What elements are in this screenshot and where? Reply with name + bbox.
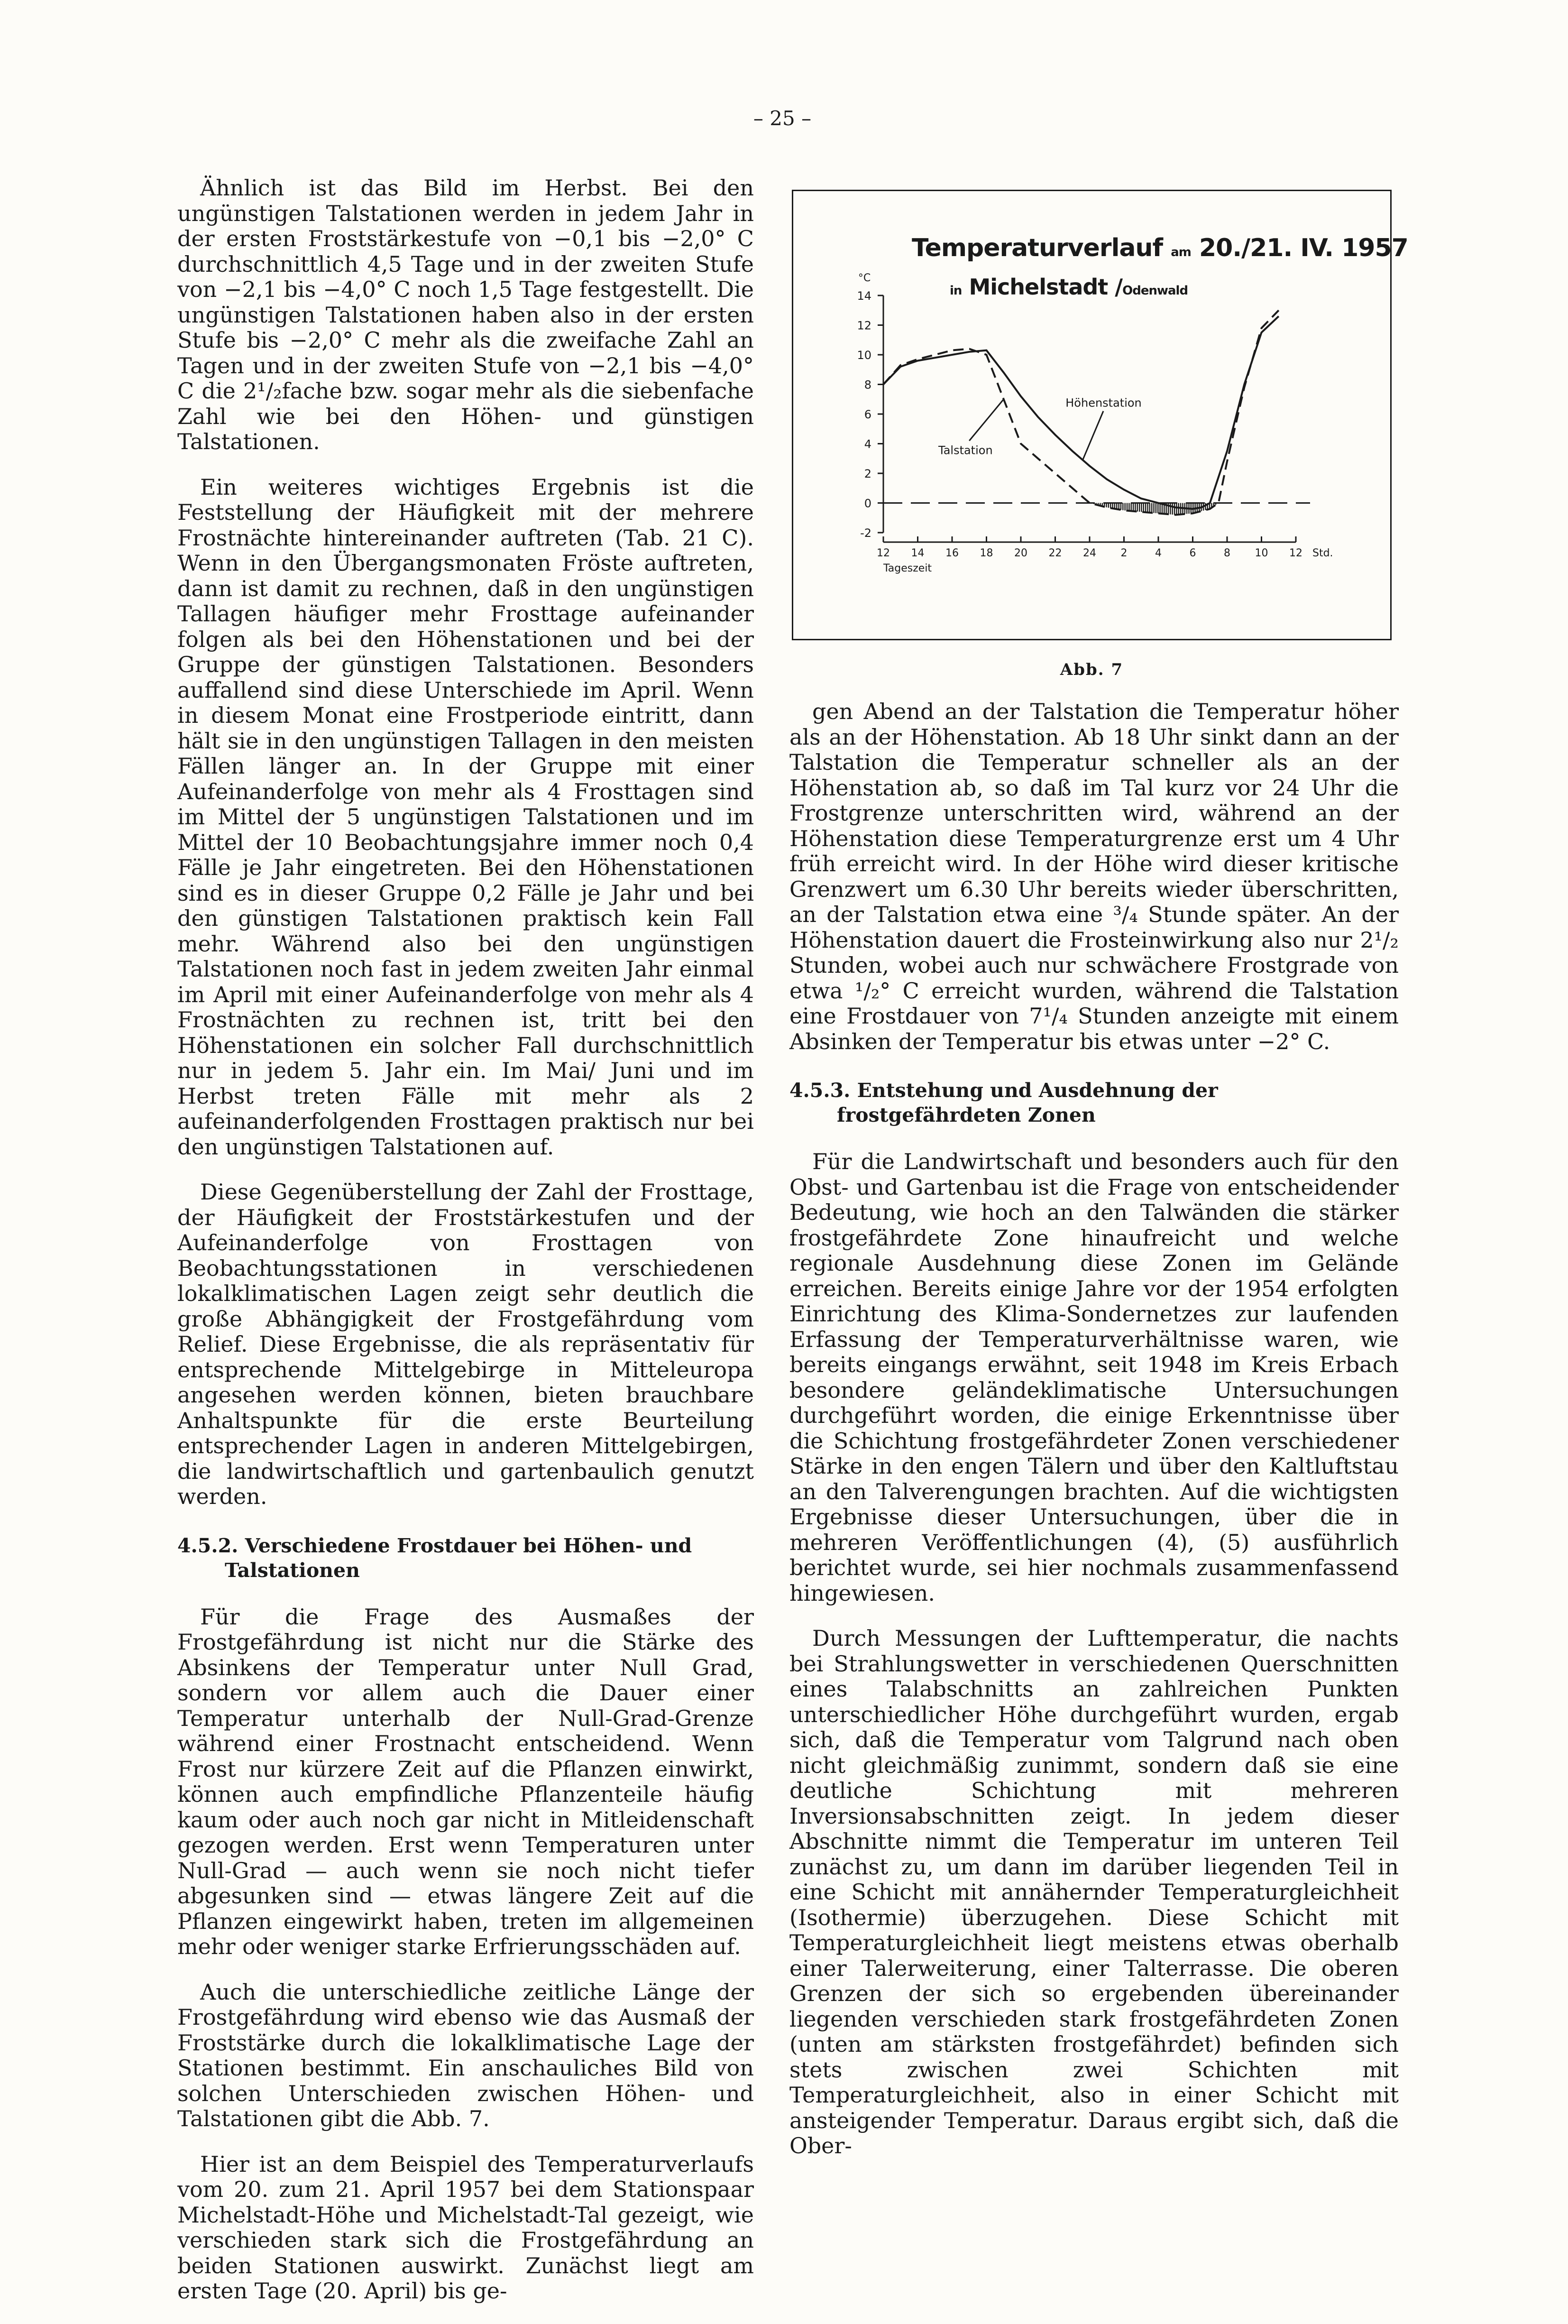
section-heading-4-5-3: 4.5.3. Entstehung und Ausdehnung der frostgefährdeten Zonen [789,1079,1218,1126]
x-tick-label: 20 [1014,547,1027,559]
paragraph: Ein weiteres wichtiges Ergebnis ist die Feststellung der Häufigkeit mit der mehrere Frostnächte hintereinander auftreten (Tab. 21 C). Wenn in den Übergangsmonaten Fröste auftreten, dann ist damit zu rechnen, daß in den ungünstigen Tallagen häufiger mehr Frosttage aufeinander folgen als bei den Höhenstationen und bei der Gruppe der günstigen Talstationen. Besonders auffallend sind diese Unterschiede im April. Wenn in diesem Monat eine Frostperiode eintritt, dann hält sie in den ungünstigen Tallagen in den meisten Fällen länger an. In der Gruppe mit einer Aufeinanderfolge von mehr als 4 Frosttagen sind im Mittel der 5 ungünstigen Talstationen und im Mittel der 10 Beobachtungsjahre immer noch 0,4 Fälle je Jahr eingetreten. Bei den Höhenstationen sind es in dieser Gruppe 0,2 Fälle je Jahr und bei den günstigen Talstationen praktisch kein Fall mehr. Während also bei den ungünstigen Talstationen noch fast in jedem zweiten Jahr einmal im April mit einer Aufeinanderfolge von mehr als 4 Frostnächten zu rechnen ist, tritt bei den Höhenstationen ein solcher Fall durchschnittlich nur in jedem 5. Jahr ein. Im Mai/ Juni und im Herbst treten Fälle mit mehr als 2 aufeinanderfolgenden Frosttagen praktisch nur bei den ungünstigen Talstationen auf. [177,474,754,1160]
paragraph: Für die Landwirtschaft und besonders auch für den Obst- und Gartenbau ist die Frage von entscheidender Bedeutung, wie hoch an den Talwänden die stärker frostgefährdete Zone hinaufreicht und welche regionale Ausdehnung diese Zonen im Gelände erreichen. Bereits einige Jahre vor der 1954 erfolgten Einrichtung des Klima-Sondernetzes zur laufenden Erfassung der Temperaturverhältnisse waren, wie bereits eingangs erwähnt, seit 1948 im Kreis Erbach besondere geländeklimatische Untersuchungen durchgeführt worden, die einige Erkenntnisse über die Schichtung frostgefährdeter Zonen verschiedener Stärke in den engen Tälern und über den Kaltluftstau an den Talverengungen brachten. Auf die wichtigsten Ergebnisse dieser Untersuchungen, über die in mehreren Veröffentlichungen (4), (5) ausführlich berichtet wurde, sei hier nochmals zusammenfassend hingewiesen. [789,1149,1399,1606]
y-tick-label: -2 [860,526,871,540]
x-tick-label: 4 [1155,547,1162,559]
temperature-chart [793,191,1393,642]
x-tick-label: 24 [1083,547,1096,559]
figure-title-place: Michelstadt / [969,274,1123,300]
left-column [177,175,754,2324]
section-heading-4-5-2: 4.5.2. Verschiedene Frostdauer bei Höhen- und Talstationen [177,1534,692,1582]
x-tick-label: 10 [1255,547,1268,559]
page-number: – 25 – [753,107,812,130]
paragraph: Hier ist an dem Beispiel des Temperaturverlaufs vom 20. zum 21. April 1957 bei dem Stationspaar Michelstadt-Höhe und Michelstadt-Tal gezeigt, wie verschieden stark sich die Frostgefährdung an beiden Stationen auswirkt. Zunächst liegt am ersten Tage (20. April) bis ge- [177,2151,754,2304]
x-tick-label: 12 [1289,547,1302,559]
figure-title-in: in [950,284,962,298]
series-line-hoehenstation [883,316,1279,509]
y-axis-unit-label: °C [858,272,871,284]
figure-title-date: 20./21. IV. 1957 [1199,234,1408,262]
figure-caption: Abb. 7 [1060,660,1124,679]
series-line-talstation [883,310,1279,515]
y-tick-label: 12 [857,319,871,332]
x-tick-label: 12 [877,547,890,559]
paragraph: Ähnlich ist das Bild im Herbst. Bei den ungünstigen Talstationen werden in jedem Jahr in der ersten Froststärkestufe von −0,1 bis −2,0° C durchschnittlich 4,5 Tage und in der zweiten Stufe von −2,1 bis −4,0° C noch 1,5 Tage festgestellt. Die ungünstigen Talstationen haben also in der ersten Stufe bis −2,0° C mehr als die zweifache Zahl an Tagen und in der zweiten Stufe von −2,1 bis −4,0° C die 2¹/₂fache bzw. sogar mehr als die siebenfache Zahl wie bei den Höhen- und günstigen Talstationen. [177,175,754,454]
x-tick-label: 8 [1224,547,1230,559]
x-tick-label: 22 [1048,547,1062,559]
y-tick-label: 2 [864,467,871,480]
annotation-talstation: Talstation [938,443,993,457]
annotation-leader-talstation [969,399,1004,441]
right-column [789,699,1399,2179]
figure-title-am: am [1171,245,1191,259]
figure-container [792,190,1408,679]
y-tick-label: 4 [864,437,871,451]
y-tick-label: 6 [864,408,871,421]
annotation-hoehenstation: Höhenstation [1065,396,1142,410]
paragraph: Diese Gegenüberstellung der Zahl der Frosttage, der Häufigkeit der Froststärkestufen und der Aufeinanderfolge von Frosttagen von Beobachtungsstationen in verschiedenen lokalklimatischen Lagen zeigt sehr deutlich die große Abhängigkeit der Frostgefährdung vom Relief. Diese Ergebnisse, die als repräsentativ für entsprechende Mittelgebirge in Mitteleuropa angesehen werden können, bieten brauchbare Anhaltspunkte für die erste Beurteilung entsprechender Lagen in anderen Mittelgebirgen, die landwirtschaftlich und gartenbaulich genutzt werden. [177,1179,754,1509]
y-tick-label: 8 [864,378,871,392]
paragraph: Auch die unterschiedliche zeitliche Länge der Frostgefährdung wird ebenso wie das Ausmaß der Froststärke durch die lokalklimatische Lage der Stationen bestimmt. Ein anschauliches Bild von solchen Unterschieden zwischen Höhen- und Talstationen gibt die Abb. 7. [177,1979,754,2131]
x-axis-unit-label: Std. [1312,547,1333,559]
paragraph: gen Abend an der Talstation die Temperatur höher als an der Höhenstation. Ab 18 Uhr sinkt dann an der Talstation die Temperatur schneller als an der Höhenstation ab, so daß im Tal kurz vor 24 Uhr die Frostgrenze unterschritten wird, während an der Höhenstation diese Temperaturgrenze erst um 4 Uhr früh erreicht wird. In der Höhe wird dieser kritische Grenzwert um 6.30 Uhr bereits wieder überschritten, an der Talstation etwa eine ³/₄ Stunde später. An der Höhenstation dauert die Frosteinwirkung also nur 2¹/₂ Stunden, wobei auch nur schwächere Frostgrade von etwa ¹/₂° C erreicht wurden, während die Talstation eine Frostdauer von 7¹/₄ Stunden anzeigte mit einem Absinken der Temperatur bis etwas unter −2° C. [789,699,1399,1054]
x-tick-label: 18 [980,547,993,559]
y-tick-label: 0 [864,497,871,510]
x-tick-label: 6 [1189,547,1196,559]
y-tick-label: 10 [857,349,871,362]
x-tick-label: 2 [1120,547,1128,559]
x-tick-label: 16 [945,547,959,559]
paragraph: Für die Frage des Ausmaßes der Frostgefährdung ist nicht nur die Stärke des Absinkens der Temperatur unter Null Grad, sondern vor allem auch die Dauer einer Temperatur unterhalb der Null-Grad-Grenze während einer Frostnacht entscheidend. Wenn Frost nur kürzere Zeit auf die Pflanzen einwirkt, können auch empfindliche Pflanzenteile häufig kaum oder auch noch gar nicht in Mitleidenschaft gezogen werden. Erst wenn Temperaturen unter Null-Grad — auch wenn sie noch nicht tiefer abgesunken sind — etwas längere Zeit auf die Pflanzen eingewirkt haben, treten im allgemeinen mehr oder weniger starke Erfrierungsschäden auf. [177,1604,754,1959]
x-tick-label: 14 [911,547,925,559]
figure-title-region: Odenwald [1122,284,1188,298]
figure-box [792,190,1408,640]
paragraph: Durch Messungen der Lufttemperatur, die nachts bei Strahlungswetter in verschiedenen Querschnitten eines Talabschnitts an zahlreichen Punkten unterschiedlicher Höhe durchgeführt wurden, ergab sich, daß die Temperatur vom Talgrund nach oben nicht gleichmäßig zunimmt, sondern daß sie eine deutliche Schichtung mit mehreren Inversionsabschnitten zeigt. In jedem dieser Abschnitte nimmt die Temperatur im unteren Teil zunächst zu, um dann im darüber liegenden Teil in eine Schicht mit annähernder Temperaturgleichheit (Isothermie) überzugehen. Diese Schicht mit Temperaturgleichheit liegt meistens etwas oberhalb einer Talerweiterung, einer Talterrasse. Die oberen Grenzen der sich so ergebenden übereinander liegenden verschieden stark frostgefährdeten Zonen (unten am stärksten frostgefährdet) befinden sich stets zwischen zwei Schichten mit Temperaturgleichheit, also in einer Schicht mit ansteigender Temperatur. Daraus ergibt sich, daß die Ober- [789,1625,1399,2158]
annotation-leader-hoehenstation [1083,411,1104,460]
x-axis-label: Tageszeit [883,563,932,574]
figure-title-main: Temperaturverlauf [912,234,1163,262]
y-tick-label: 14 [857,289,871,303]
